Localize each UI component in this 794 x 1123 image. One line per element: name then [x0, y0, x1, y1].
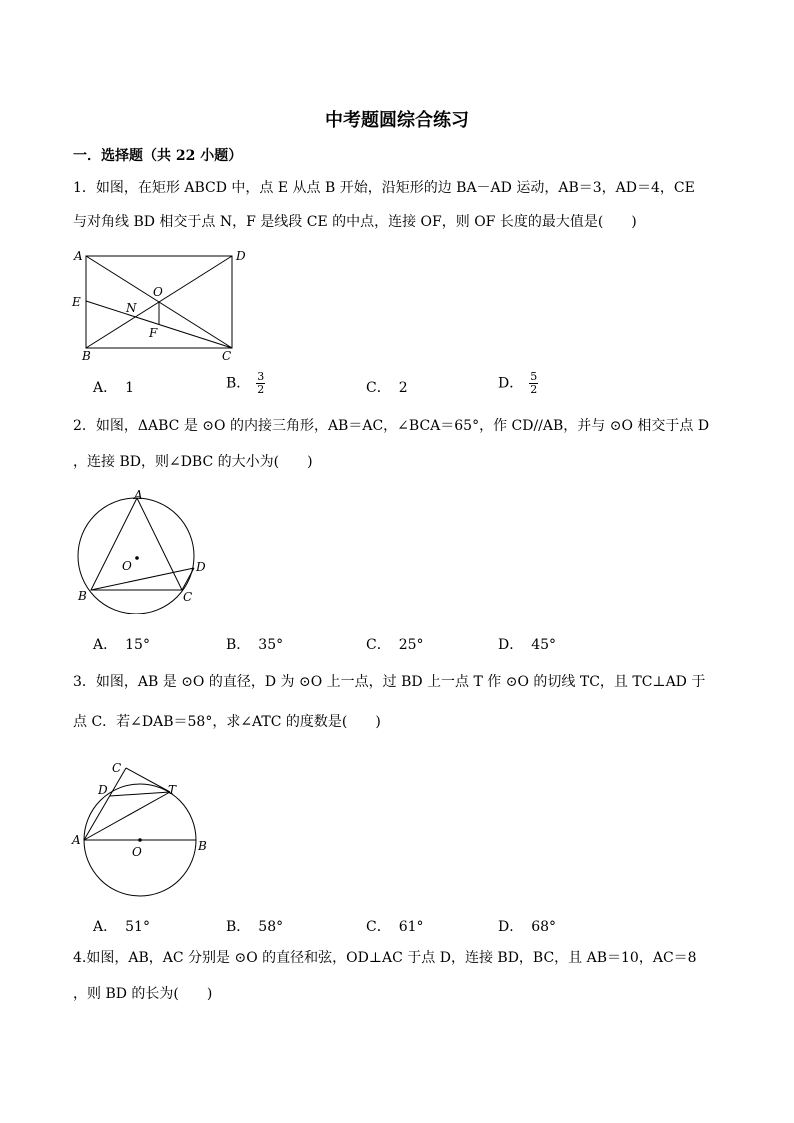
label-b: B	[198, 839, 207, 853]
question-1-line-1: 1．如图，在矩形 ABCD 中，点 E 从点 B 开始，沿矩形的边 BA－AD 运动，AB＝3，AD＝4，CE	[73, 180, 695, 196]
label-a: A	[74, 249, 83, 263]
label-c: C	[112, 761, 122, 775]
segment-bd	[91, 568, 194, 590]
label-a: A	[72, 833, 81, 847]
q2-option-d: D． 45°	[498, 637, 557, 653]
label-f: F	[149, 326, 158, 340]
question-4-line-1: 4.如图，AB，AC 分别是 ⊙O 的直径和弦，OD⊥AC 于点 D，连接 BD，BC，且 AB＝10，AC＝8	[73, 950, 697, 966]
q3-option-c: C． 61°	[366, 919, 424, 935]
q1-option-a: A． 1	[93, 380, 135, 396]
question-2-line-2: ，连接 BD，则∠DBC 的大小为( )	[73, 454, 313, 470]
label-d: D	[196, 560, 206, 574]
label-d: D	[98, 783, 108, 797]
label-b: B	[82, 349, 91, 363]
question-1-line-2: 与对角线 BD 相交于点 N，F 是线段 CE 的中点，连接 OF，则 OF 长度的最大值是( )	[73, 214, 637, 230]
page-title: 中考题圆综合练习	[325, 110, 469, 131]
segment-at	[84, 792, 170, 840]
question-3-line-2: 点 C．若∠DAB＝58°，求∠ATC 的度数是( )	[73, 714, 381, 730]
section-heading: 一．选择题（共 22 小题）	[73, 148, 243, 164]
segment-dt	[110, 792, 170, 796]
label-c: C	[183, 590, 193, 604]
q3-option-b: B． 58°	[226, 919, 284, 935]
label-e: E	[72, 295, 81, 309]
fraction: $\frac{3}{2}$	[257, 370, 265, 396]
segment-cd	[182, 568, 194, 590]
q2-option-b: B． 35°	[226, 637, 284, 653]
segment-ac	[84, 768, 126, 840]
question-4-line-2: ，则 BD 的长为( )	[73, 986, 213, 1002]
q1-option-d: D． $\frac{5}{2}$	[498, 370, 538, 396]
triangle-abc	[91, 498, 182, 590]
label-c: C	[222, 349, 232, 363]
q3-option-a: A． 51°	[93, 919, 150, 935]
q2-option-c: C． 25°	[366, 637, 424, 653]
tangent-tc	[126, 768, 170, 792]
label-o: O	[122, 559, 132, 573]
label-d: D	[236, 249, 246, 263]
q3-option-d: D． 68°	[498, 919, 557, 935]
question-2-line-1: 2．如图，ΔABC 是 ⊙O 的内接三角形，AB＝AC，∠BCA＝65°，作 CD//AB，并与 ⊙O 相交于点 D	[73, 418, 710, 434]
label-a: A	[134, 488, 143, 502]
label-n: N	[126, 301, 137, 315]
circle-o	[78, 498, 194, 614]
q1-option-b: B． $\frac{3}{2}$	[226, 370, 265, 396]
label-t: T	[168, 783, 177, 797]
center-point	[138, 838, 142, 842]
question-2-figure	[70, 484, 220, 614]
fraction: $\frac{5}{2}$	[530, 370, 538, 396]
label-o: O	[132, 845, 142, 859]
center-point	[135, 556, 139, 560]
question-1-figure	[66, 244, 266, 364]
q1-option-c: C． 2	[366, 380, 408, 396]
label-b: B	[78, 589, 87, 603]
q2-option-a: A． 15°	[93, 637, 150, 653]
label-o: O	[153, 285, 163, 299]
question-3-figure	[66, 750, 226, 910]
question-3-line-1: 3．如图，AB 是 ⊙O 的直径，D 为 ⊙O 上一点，过 BD 上一点 T 作 ⊙O 的切线 TC，且 TC⊥AD 于	[73, 674, 706, 690]
